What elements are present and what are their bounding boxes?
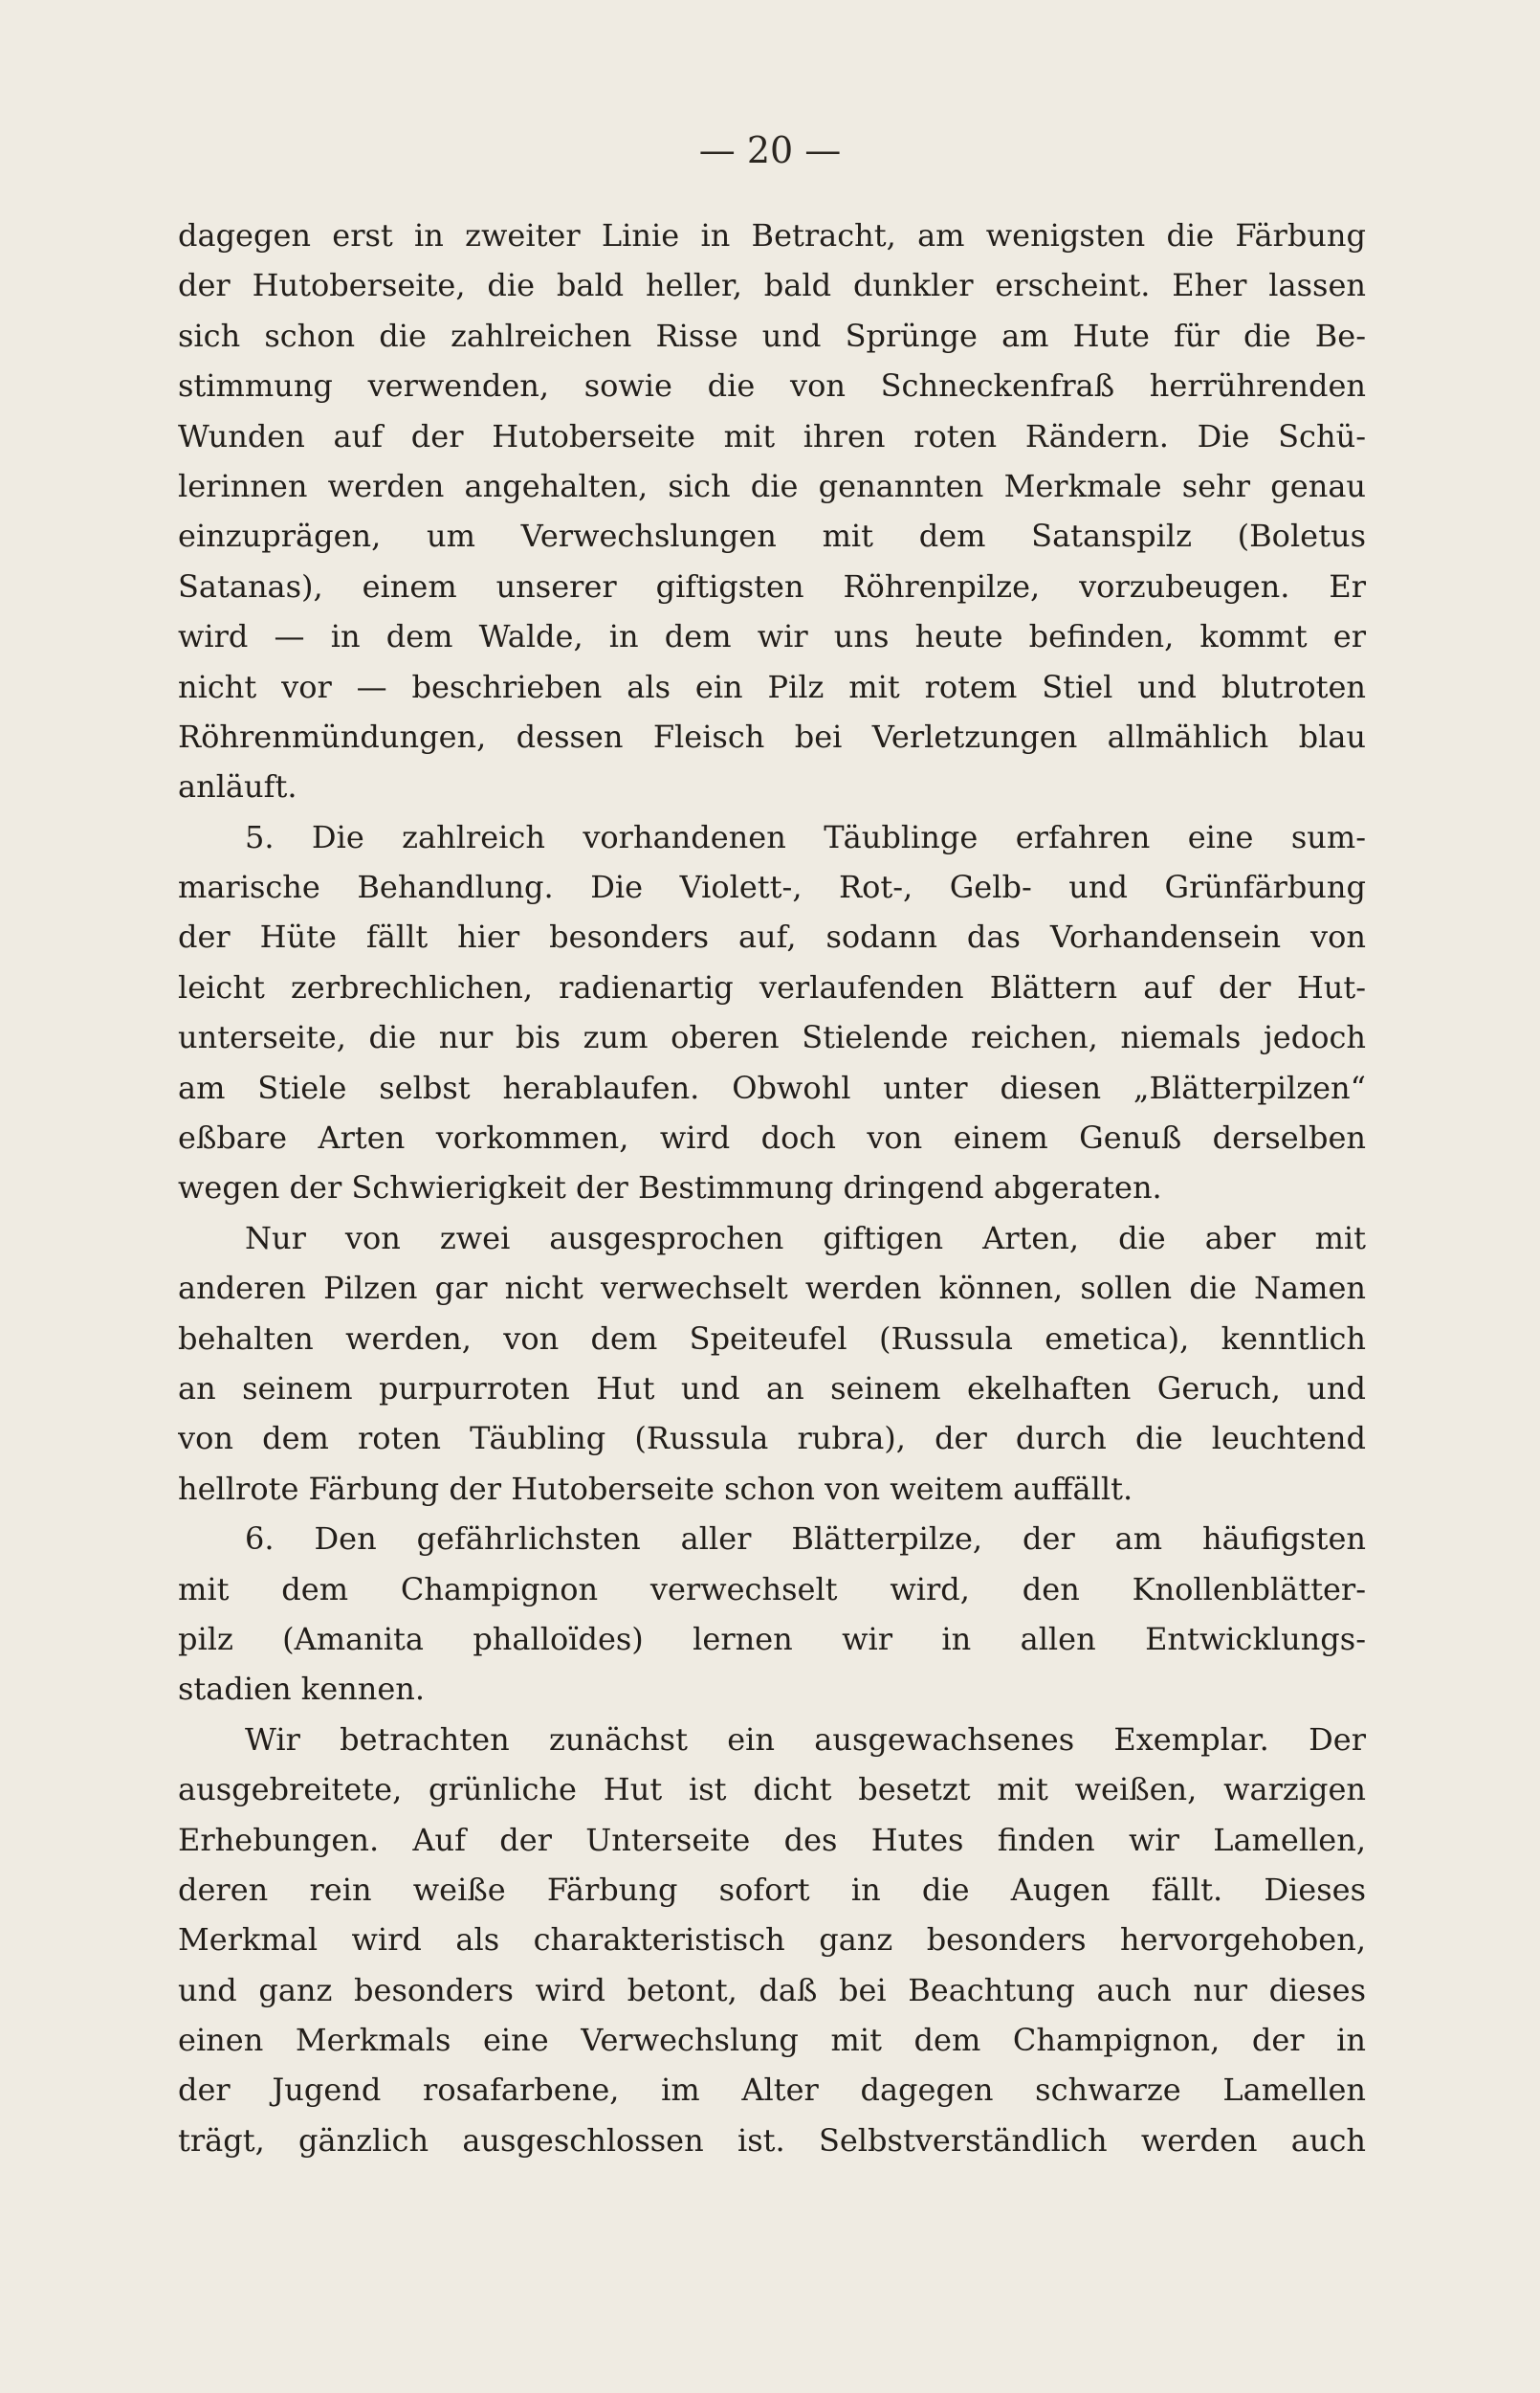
text-line: Wir betrachten zunächst ein ausgewachsenes Exemplar. Der <box>245 1720 1366 1758</box>
text-line: stadien kennen. <box>178 1671 426 1708</box>
text-line: leicht zerbrechlichen, radienartig verlaufenden Blättern auf der Hut- <box>178 968 1366 1006</box>
text-line: 6. Den gefährlichsten aller Blätterpilze, der am häufigsten <box>245 1520 1366 1558</box>
text-line: lerinnen werden angehalten, sich die genannten Merkmale sehr genau <box>178 467 1366 504</box>
text-line: der Jugend rosafarbene, im Alter dagegen schwarze Lamellen <box>178 2072 1366 2109</box>
text-line: unterseite, die nur bis zum oberen Stielende reichen, niemals jedoch <box>178 1019 1366 1056</box>
text-line: 5. Die zahlreich vorhandenen Täublinge erfahren eine sum- <box>245 818 1366 855</box>
text-line: marische Behandlung. Die Violett-, Rot-, Gelb- und Grünfärbung <box>178 869 1366 906</box>
text-line: der Hüte fällt hier besonders auf, sodann das Vorhandensein von <box>178 919 1366 956</box>
text-line: Merkmal wird als charakteristisch ganz besonders hervorgehoben, <box>178 1921 1366 1959</box>
text-line: eßbare Arten vorkommen, wird doch von einem Genuß derselben <box>178 1119 1366 1157</box>
text-line: trägt, gänzlich ausgeschlossen ist. Selbstverständlich werden auch <box>178 2121 1366 2159</box>
text-line: anderen Pilzen gar nicht verwechselt werden können, sollen die Namen <box>178 1270 1366 1307</box>
text-line: wegen der Schwierigkeit der Bestimmung dringend abgeraten. <box>178 1169 1162 1207</box>
text-line: einen Merkmals eine Verwechslung mit dem Champignon, der in <box>178 2022 1366 2059</box>
text-line: und ganz besonders wird betont, daß bei Beachtung auch nur dieses <box>178 1971 1366 2008</box>
text-line: von dem roten Täubling (Russula rubra), der durch die leuchtend <box>178 1420 1366 1457</box>
text-line: der Hutoberseite, die bald heller, bald dunkler erscheint. Eher lassen <box>178 267 1366 304</box>
text-line: pilz (Amanita phalloïdes) lernen wir in allen Entwicklungs- <box>178 1620 1366 1657</box>
text-line: sich schon die zahlreichen Risse und Sprünge am Hute für die Be- <box>178 317 1366 354</box>
text-line: wird — in dem Walde, in dem wir uns heute befinden, kommt er <box>178 618 1366 655</box>
text-line: mit dem Champignon verwechselt wird, den Knollenblätter- <box>178 1570 1366 1607</box>
text-line: einzuprägen, um Verwechslungen mit dem Satanspilz (Boletus <box>178 518 1366 555</box>
text-line: Röhrenmündungen, dessen Fleisch bei Verletzungen allmählich blau <box>178 718 1366 755</box>
text-line: anläuft. <box>178 768 297 806</box>
text-line: dagegen erst in zweiter Linie in Betracht, am wenigsten die Färbung <box>178 217 1366 254</box>
text-line: stimmung verwenden, sowie die von Schneckenfraß herrührenden <box>178 367 1366 405</box>
text-line: an seinem purpurroten Hut und an seinem ekelhaften Geruch, und <box>178 1369 1366 1407</box>
text-line: deren rein weiße Färbung sofort in die Augen fällt. Dieses <box>178 1871 1366 1908</box>
text-line: ausgebreitete, grünliche Hut ist dicht besetzt mit weißen, warzigen <box>178 1771 1366 1808</box>
text-line: am Stiele selbst herablaufen. Obwohl unter diesen „Blätterpilzen“ <box>178 1069 1366 1106</box>
page-number: — 20 — <box>698 129 842 171</box>
text-line: Satanas), einem unserer giftigsten Röhrenpilze, vorzubeugen. Er <box>178 567 1366 605</box>
text-line: Erhebungen. Auf der Unterseite des Hutes finden wir Lamellen, <box>178 1821 1366 1858</box>
body-text <box>178 210 1366 2165</box>
text-line: Nur von zwei ausgesprochen giftigen Arten, die aber mit <box>245 1219 1366 1256</box>
text-line: nicht vor — beschrieben als ein Pilz mit rotem Stiel und blutroten <box>178 668 1366 705</box>
text-line: hellrote Färbung der Hutoberseite schon von weitem auffällt. <box>178 1470 1133 1507</box>
text-line: Wunden auf der Hutoberseite mit ihren roten Rändern. Die Schü- <box>178 417 1366 454</box>
text-line: behalten werden, von dem Speiteufel (Russula emetica), kenntlich <box>178 1319 1366 1357</box>
